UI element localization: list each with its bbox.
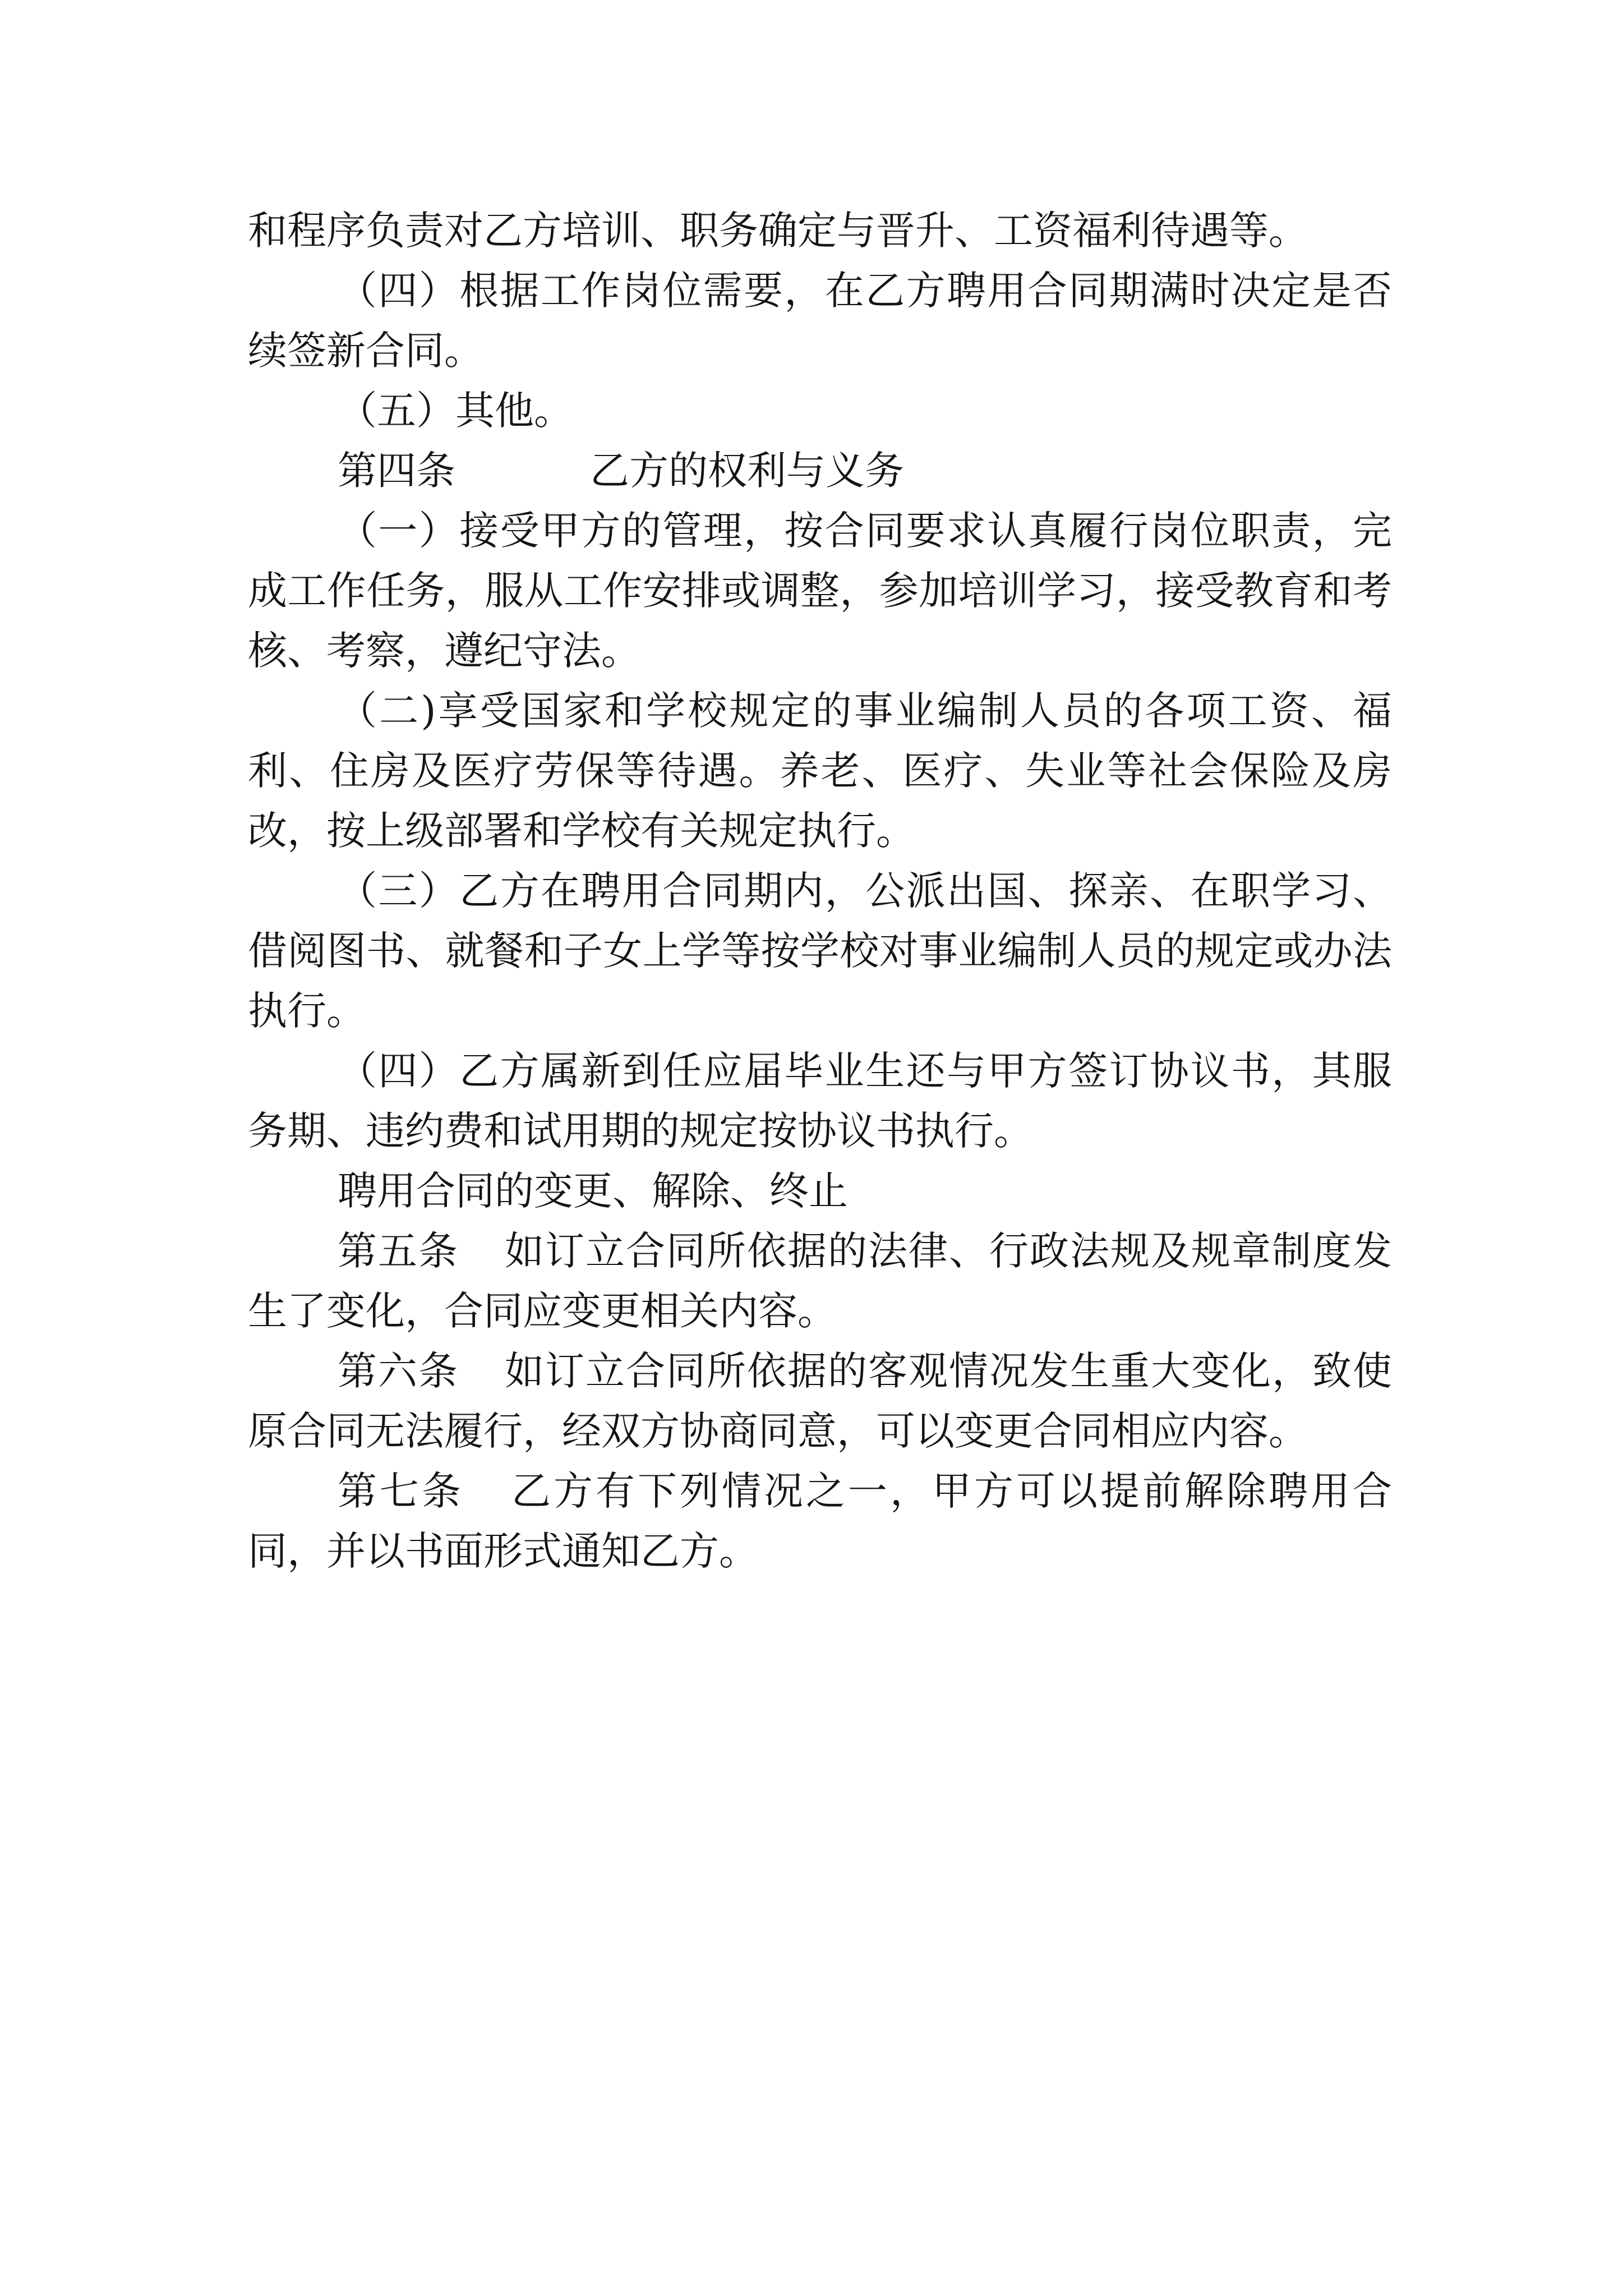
article-heading-4 — [248, 441, 1392, 501]
paragraph-clause-5 — [248, 381, 1392, 441]
article-text: 如订立合同所依据的法律、行政法规及规章制度发生了变化，合同应变更相关内容。 — [248, 1228, 1392, 1334]
article-7 — [248, 1461, 1392, 1581]
paragraph-right-2 — [248, 681, 1392, 861]
paragraph-right-4 — [248, 1041, 1392, 1161]
paragraph-text: （一）接受甲方的管理，按合同要求认真履行岗位职责，完成工作任务，服从工作安排或调整，参加培训学习，接受教育和考核、考察，遵纪守法。 — [248, 508, 1392, 674]
article-label: 第七条 — [338, 1468, 464, 1514]
paragraph-right-1 — [248, 501, 1392, 681]
paragraph-text: （四）乙方属新到任应届毕业生还与甲方签订协议书，其服务期、违约费和试用期的规定按协议书执行。 — [248, 1048, 1392, 1154]
article-label: 第六条 — [338, 1348, 459, 1394]
paragraph-text: （四）根据工作岗位需要，在乙方聘用合同期满时决定是否续签新合同。 — [248, 268, 1392, 374]
article-text: 乙方有下列情况之一，甲方可以提前解除聘用合同，并以书面形式通知乙方。 — [248, 1468, 1392, 1574]
paragraph-right-3 — [248, 861, 1392, 1041]
article-label: 第四条 — [338, 448, 455, 494]
paragraph-text: （二)享受国家和学校规定的事业编制人员的各项工资、福利、住房及医疗劳保等待遇。养老、医疗、失业等社会保险及房改，按上级部署和学校有关规定执行。 — [248, 688, 1392, 854]
section-title: 聘用合同的变更、解除、终止 — [338, 1168, 848, 1214]
section-heading — [248, 1161, 1392, 1221]
article-6 — [248, 1341, 1392, 1461]
paragraph-clause-4 — [248, 261, 1392, 381]
paragraph-text: （三）乙方在聘用合同期内，公派出国、探亲、在职学习、借阅图书、就餐和子女上学等按学校对事业编制人员的规定或办法执行。 — [248, 868, 1392, 1034]
paragraph-text: （五）其他。 — [338, 388, 573, 434]
paragraph-continuation — [248, 201, 1392, 261]
paragraph-text: 和程序负责对乙方培训、职务确定与晋升、工资福利待遇等。 — [248, 208, 1308, 254]
contract-body — [248, 201, 1392, 1581]
article-text: 如订立合同所依据的客观情况发生重大变化，致使原合同无法履行，经双方协商同意，可以变更合同相应内容。 — [248, 1348, 1392, 1454]
article-title: 乙方的权利与义务 — [590, 448, 904, 494]
article-5 — [248, 1221, 1392, 1341]
article-label: 第五条 — [338, 1228, 459, 1274]
